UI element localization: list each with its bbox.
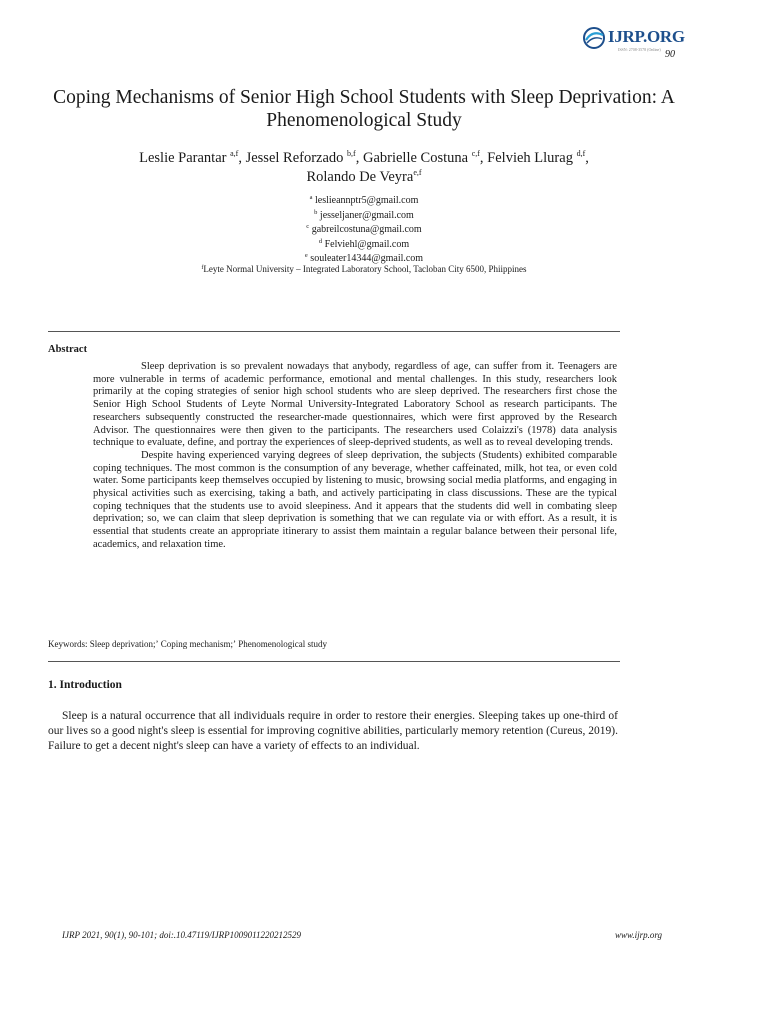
author-affiliation-marker: e,f (413, 168, 422, 177)
email-line (200, 209, 528, 224)
abstract-bottom-rule (48, 661, 620, 662)
footer-citation: IJRP 2021, 90(1), 90-101; doi:.10.47119/IJRP1009011220212529 (62, 930, 301, 940)
author-affiliation-marker: b,f (347, 149, 356, 158)
abstract-paragraph: Despite having experienced varying degrees of sleep deprivation, the subjects (Students) exhibited comparable coping techniques. The most common is the consumption of any beverage, whether caffeinated, milk, hot tea, or even cold water. Some participants keep themselves occupied by listening to music, browsing social media platforms, and engaging in physical activities such as exercising, taking a bath, and actively participating in class discussions. These are the typical coping techniques that the students use to avoid sleepiness. And it appears that the students did well in combating sleep deprivation; so, we can claim that sleep deprivation is something that we can regulate via or with effort. As a result, it is essential that students create an appropriate itinerary to assist them maintain a regular balance between their personal life, academics, and relaxation time. (93, 449, 617, 550)
abstract-heading: Abstract (48, 344, 88, 355)
affiliation-marker: f (201, 265, 204, 271)
logo-subtext: ISSN: 2708-3578 (Online) (618, 47, 661, 52)
author-name: Felvieh Llurag (487, 150, 573, 166)
journal-logo (582, 24, 692, 54)
paper-title: Coping Mechanisms of Senior High School Students with Sleep Deprivation: A Phenomenological Study (53, 87, 675, 131)
author-name: Jessel Reforzado (245, 150, 344, 166)
author-list (40, 149, 688, 187)
email-marker: b (314, 208, 318, 216)
author-separator: , (585, 150, 589, 166)
email-address: leslieannptr5@gmail.com (315, 195, 419, 206)
author-affiliation-marker: c,f (471, 149, 480, 158)
abstract-top-rule (48, 331, 620, 332)
affiliation-text: Leyte Normal University – Integrated Laboratory School, Tacloban City 6500, Phiippines (203, 264, 527, 274)
author-separator: , (479, 150, 488, 166)
email-address: jesseljaner@gmail.com (319, 209, 414, 221)
keywords: Keywords: Sleep deprivation;ʼ Coping mechanism;ʼ Phenomenological study (48, 639, 327, 649)
affiliation (40, 264, 688, 274)
email-line (200, 194, 528, 209)
email-marker: d (318, 237, 323, 245)
author-affiliation-marker: d,f (576, 149, 586, 158)
section-heading: 1. Introduction (48, 679, 122, 691)
author-name: Gabrielle Costuna (362, 150, 469, 166)
email-marker: c (306, 223, 310, 230)
email-address: Felviehl@gmail.com (324, 238, 410, 250)
logo-text: IJRP.ORG (608, 27, 685, 46)
author-affiliation-marker: a,f (230, 149, 239, 158)
email-marker: a (309, 194, 313, 201)
footer-url: www.ijrp.org (614, 930, 662, 940)
author-name: Rolando De Veyra (306, 169, 414, 185)
author-name: Leslie Parantar (139, 150, 227, 166)
intro-paragraph: Sleep is a natural occurrence that all individuals require in order to restore their energies. Sleeping takes up one-third of our lives so a good night's sleep is essential for improving cognitive abilities, particularly memory retention (Cureus, 2019). Failure to get a decent night's sleep can have a variety of effects to an individual. (48, 710, 618, 752)
email-line (200, 238, 528, 253)
globe-icon (582, 26, 606, 50)
email-line (200, 223, 528, 238)
email-address: souleater14344@gmail.com (310, 253, 424, 264)
author-separator: , (355, 150, 363, 166)
author-separator: , (238, 150, 246, 166)
abstract-body (93, 361, 617, 552)
abstract-paragraph: Sleep deprivation is so prevalent nowadays that anybody, regardless of age, can suffer from it. Teenagers are more vulnerable in terms of academic performance, emotional and mental challenges. In this study, researchers look primarily at the coping strategies of senior high school students who are sleep deprived. The researchers first chose the Senior High School Students of Leyte Normal University-Integrated Laboratory School as research participants. The researchers subsequently constructed the researcher-made questionnaires, which were first approved by the Research Advisor. The questionnaires were then given to the participants. The researchers used Colaizzi's (1978) data analysis technique to evaluate, define, and portray the experiences of sleep-deprived students, as well as to reveal developing trends. (93, 361, 617, 449)
email-marker: e (304, 252, 308, 259)
email-address: gabreilcostuna@gmail.com (311, 224, 422, 235)
page-number: 90 (665, 49, 675, 60)
email-list (200, 194, 528, 267)
